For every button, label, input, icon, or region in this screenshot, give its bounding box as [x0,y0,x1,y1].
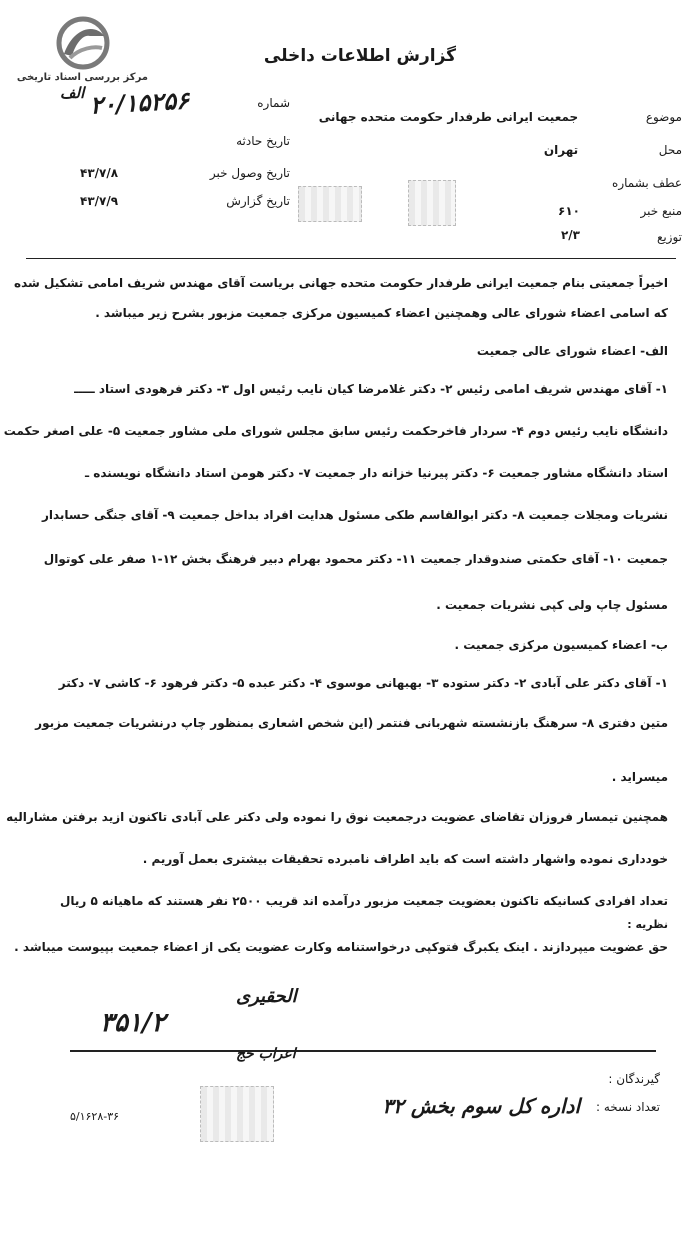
body-line: حق عضویت میپردازند . اینک یکبرگ فتوکپی درخواستنامه وکارت عضویت یکی از اعضاء جمعیت بپیوست میباشد . [14,940,668,954]
place-row [544,143,682,157]
opinion-label: نظریه : [627,918,668,931]
place-value: تهران [543,143,579,157]
body-line: که اسامی اعضاء شورای عالی وهمچنین اعضاء کمیسیون مرکزی جمعیت مزبور بشرح زیر میباشد . [95,306,668,320]
receive-date-value: ۴۳/۷/۸ [80,166,119,180]
body-line: نشریات ومجلات جمعیت ۸- دکتر ابوالقاسم طکی مسئول هدایت افراد بداخل جمعیت ۹- آقای جنگی حسابدار [41,508,668,522]
body-line: میسراید . [611,770,668,784]
body-line: تعداد افرادی کسانیکه تاکنون بعضویت جمعیت مزبور درآمده اند قریب ۲۵۰۰ نفر هستند که ماهیانه ۵ ریال [59,894,668,908]
logo [16,14,148,84]
divider [26,258,676,259]
receive-date-label: تاریخ وصول خبر [209,166,290,180]
delivery-row [612,230,682,244]
source-label: منبع خبر [640,204,682,218]
receive-date-row [80,166,290,180]
body-line: ۱- آقای دکتر علی آبادی ۲- دکتر ستوده ۳- بهبهانی موسوی ۴- دکتر عبده ۵- دکتر فرهود ۶- کاشی ۷- دکتر [58,676,668,690]
body-line: همچنین تیمسار فروزان تقاضای عضویت درجمعیت نوق را نموده ولی دکتر علی آبادی تاکنون ازید برفتن مشارالیه [6,810,668,824]
body-line: دانشگاه نایب رئیس دوم ۴- سردار فاخرحکمت رئیس سابق مجلس شورای ملی مشاور جمعیت ۵- علی اصغر حکمت [3,424,668,438]
subject-label: موضوع [645,110,682,124]
report-date-value: ۴۳/۷/۹ [80,194,119,208]
recipients-label: گیرندگان : [608,1072,660,1086]
body-line: اخیراً جمعیتی بنام جمعیت ایرانی طرفدار حکومت متحده جهانی بریاست آقای مهندس شریف امامی تشکیل شده [13,276,668,290]
report-date-label: تاریخ گزارش [226,194,290,208]
body-line: مسئول چاپ ولی کپی نشریات جمعیت . [436,598,668,612]
body-line: الف- اعضاء شورای عالی جمعیت [476,344,668,358]
body-line: استاد دانشگاه مشاور جمعیت ۶- دکتر پیرنیا خزانه دار جمعیت ۷- دکتر هومن استاد دانشگاه نویسنده ـ [85,466,668,480]
page-title: گزارش اطلاعات داخلی [263,46,457,66]
subject-value: جمعیت ایرانی طرفدار حکومت متحده جهانی [318,110,579,124]
ref-row [612,176,682,190]
number-value: ۲۰/۱۵۲۵۶ [89,85,190,120]
place-label: محل [658,143,682,157]
copies-value: اداره کل سوم بخش ۳۲ [382,1094,580,1118]
body-line: متین دفتری ۸- سرهنگ بازنشسته شهربانی فنتمر (این شخص اشعاری بمنظور چاپ درنشریات جمعیت مزبور [35,716,668,730]
delivery-label: توزیع [656,230,682,244]
handwritten-code: ۳۵۱/۲ [100,1008,166,1038]
source-value: ۶۱۰ [558,204,580,218]
signature-mark: الحقیری [236,986,297,1007]
source-row [612,204,682,218]
body-line: ۱- آقای مهندس شریف امامی رئیس ۲- دکتر غلامرضا کیان نایب رئیس اول ۳- دکتر فرهودی استاد ـــــ [74,382,668,396]
body-line: ب- اعضاء کمیسیون مرکزی جمعیت . [454,638,668,652]
subject-row [319,110,682,124]
body-line: خودداری نموده واشهار داشته است که باید اطراف نامبرده تحقیقات بیشتری بعمل آوریم . [142,852,668,866]
delivery-value: ۲/۳ [560,228,580,242]
report-date-row [80,194,290,208]
signature-line [70,1050,656,1052]
number-mark: الف [60,84,85,102]
event-date-row [80,134,290,148]
copies-label: تعداد نسخه : [595,1100,660,1114]
event-date-label: تاریخ حادثه [236,134,290,148]
redacted-stamp [408,180,456,226]
handwritten-name: اعراب حج [236,1046,296,1062]
archive-center-logo-icon [50,14,116,72]
body-line: جمعیت ۱۰- آقای حکمتی صندوقدار جمعیت ۱۱- دکتر محمود بهرام دبیر فرهنگ بخش ۱۲-۱ صفر علی کوتوال [43,552,668,566]
redacted-stamp [298,186,362,222]
form-code: ۵/۱۶۲۸-۳۶ [70,1110,120,1123]
redacted-stamp [200,1086,274,1142]
logo-text: مرکز بررسی اسناد تاریخی [16,72,148,83]
number-label: شماره [257,96,290,110]
ref-label: عطف بشماره [612,176,682,190]
